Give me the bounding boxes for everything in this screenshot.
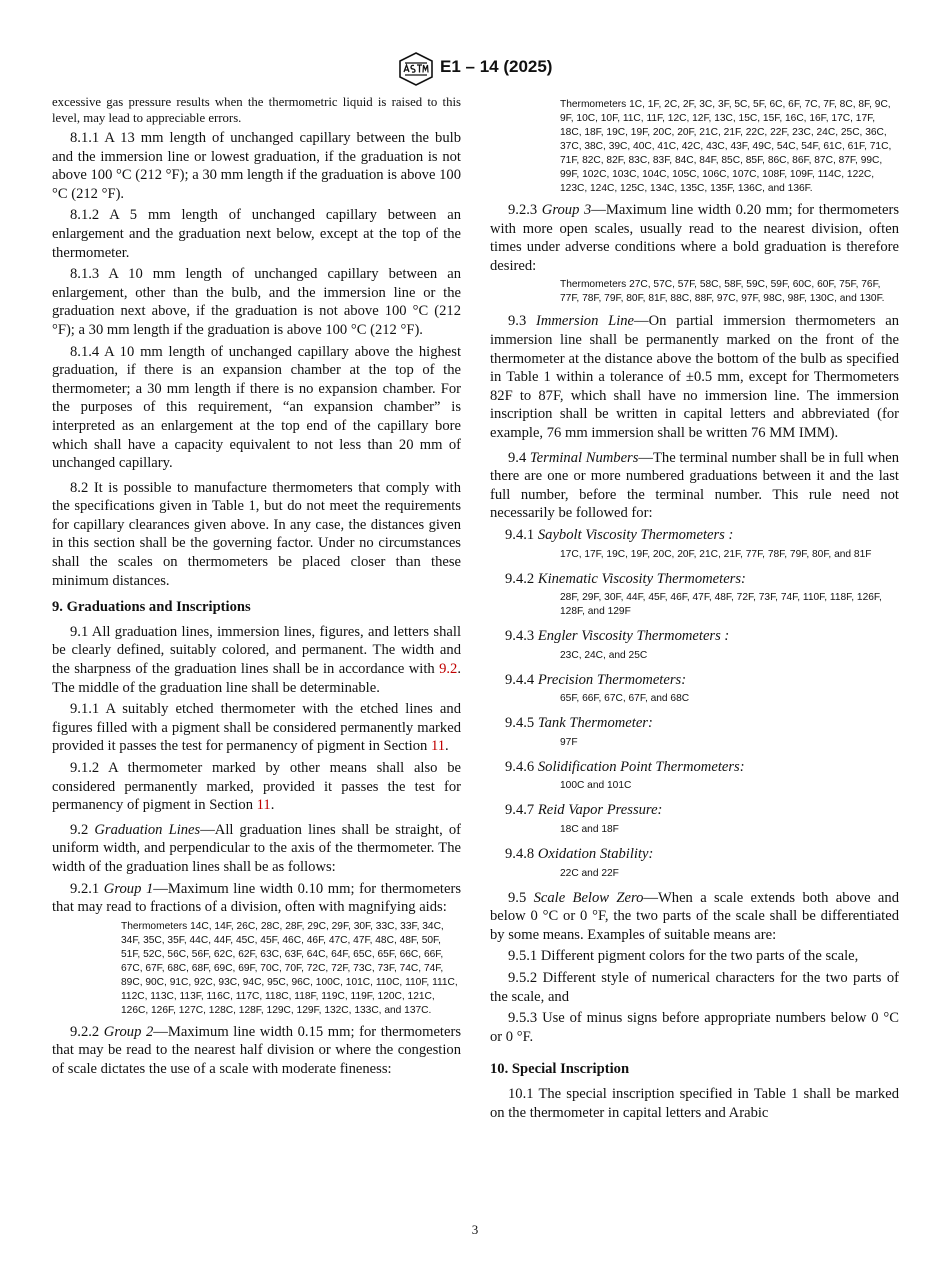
oxidation-thermometer-list: 22C and 22F (560, 867, 619, 879)
group-2-thermometer-list: Thermometers 1C, 1F, 2C, 2F, 3C, 3F, 5C, 5F, 6C, 6F, 7C, 7F, 8C, 8F, 9C, 9F, 10C, 10F, 11C, 11F, 12C, 12F, 13C, 15C, 15F, 16C, 16F, 17C, 17F, 18C, 18F, 19C, 19F, 20C, 20F, 21C, 21F, 22C, 22F, 23C, 24C, 25C, 36C, 37C, 38C, 39C, 40C, 41C, 42C, 43C, 43F, 49C, 54C, 54F, 61C, 61F, 71C, 71F, 82C, 82F, 83C, 83F, 84C, 84F, 85C, 85F, 86C, 86F, 87C, 87F, 99C, 99F, 102C, 103C, 104C, 105C, 106C, 107C, 108F, 109F, 114C, 122C, 123C, 124C, 125C, 134C, 135C, 135F, 136C, and 136F. (560, 99, 892, 194)
paragraph-8-2: 8.2 It is possible to manufacture thermometers that comply with the specifications given in Table 1, but do not meet the requirements for capillary clearances given above. In any case, the distances given in this section shall be the governing factor. Under no circumstances shall the scales on thermometers be placed closer than these minimum distances. (52, 479, 461, 589)
tank-thermometer-list: 97F (560, 736, 578, 748)
paragraph-8-1-2: 8.1.2 A 5 mm length of unchanged capillary between an enlargement and the graduation next below, except at the top of the thermometer. (52, 207, 461, 261)
right-column (490, 94, 899, 1125)
paragraph-9-1-1: 9.1.1 A suitably etched thermometer with the etched lines and figures filled with a pigment shall be considered permanently marked provided it passes the test for permanency of pigment in Section 11. (52, 701, 461, 755)
section-link-9-2[interactable]: 9.2 (439, 661, 458, 678)
paragraph-9-5-1: 9.5.1 Different pigment colors for the two parts of the scale, (508, 948, 859, 965)
subsection-9-4-5: 9.4.5 Tank Thermometer: (505, 715, 653, 732)
paragraph-8-1-1: 8.1.1 A 13 mm length of unchanged capillary between the bulb and the immersion line or lowest graduation, if the graduation is not above 100 °C (212 °F); a 30 mm length if the graduation is above 100 °C (212 °F). (52, 130, 461, 202)
subsection-9-4-7: 9.4.7 Reid Vapor Pressure: (505, 802, 663, 819)
engler-thermometer-list: 23C, 24C, and 25C (560, 649, 648, 661)
reid-vapor-thermometer-list: 18C and 18F (560, 824, 619, 836)
paragraph-9-3: 9.3 Immersion Line—On partial immersion thermometers an immersion line shall be permanently marked on the front of the thermometer at the distance above the bottom of the bulb as specified in Table 1 within a tolerance of ±0.5 mm, except for Thermometers 82F to 87F, which shall have no immersion line. The immersion inscription shall be written in capital letters and abbreviated (for example, 76 mm immersion shall be written 76 MM IMM). (490, 313, 899, 441)
paragraph-9-1: 9.1 All graduation lines, immersion lines, figures, and letters shall be clearly defined, suitably colored, and permanent. The width and the sharpness of the graduation lines shall be in accordance with 9.2. The middle of the graduation line shall be determinable. (52, 623, 461, 696)
group-1-thermometer-list: Thermometers 14C, 14F, 26C, 28C, 28F, 29C, 29F, 30F, 33C, 33F, 34C, 34F, 35C, 35F, 44C, 44F, 45C, 45F, 46C, 46F, 47C, 47F, 48C, 48F, 50F, 51F, 52C, 56C, 56F, 62C, 62F, 63C, 63F, 64C, 64F, 65C, 65F, 66C, 66F, 67C, 67F, 68C, 68F, 69C, 69F, 70C, 70F, 72C, 72F, 73C, 73F, 74C, 74F, 89C, 90C, 91C, 92C, 93C, 94C, 95C, 96C, 100C, 101C, 110C, 110F, 111C, 112C, 113C, 113F, 116C, 117C, 118C, 118F, 119C, 119F, 120C, 121C, 126C, 126F, 127C, 128C, 128F, 129C, 129F, 132C, 133C, and 137C. (121, 920, 458, 1016)
paragraph-9-1-2: 9.1.2 A thermometer marked by other means shall also be considered permanently marked, provided it passes the test for permanency of pigment in Section 11. (52, 760, 461, 814)
paragraph-9-2-3: 9.2.3 Group 3—Maximum line width 0.20 mm; for thermometers with more open scales, usually read to the nearest division, often times under adverse conditions where a bold graduation is therefore desired: (490, 202, 900, 274)
section-link-11[interactable]: 11 (430, 738, 446, 755)
paragraph-10-1: 10.1 The special inscription specified in Table 1 shall be marked on the thermometer in capital letters and Arabic (490, 1086, 899, 1121)
section-heading-10: 10. Special Inscription (490, 1061, 630, 1078)
paragraph-continued: excessive gas pressure results when the thermometric liquid is raised to this level, may lead to appreciable errors. (52, 95, 461, 125)
paragraph-9-5: 9.5 Scale Below Zero—When a scale extends both above and below 0 °C or 0 °F, the two parts of the scale shall be differentiated by some means. Examples of suitable means are: (490, 889, 900, 943)
precision-thermometer-list: 65F, 66F, 67C, 67F, and 68C (560, 693, 690, 705)
subsection-9-4-1: 9.4.1 Saybolt Viscosity Thermometers : (505, 526, 734, 543)
section-link-11[interactable]: 11 (256, 797, 271, 814)
subsection-9-4-8: 9.4.8 Oxidation Stability: (505, 846, 654, 863)
paragraph-8-1-3: 8.1.3 A 10 mm length of unchanged capillary between an enlargement, other than the bulb, and the immersion line or the graduation next above, if the graduation is not above 100 °C (212 °F); a 30 mm length if the graduation is above 100 °C (212 °F). (52, 266, 461, 338)
paragraph-9-2-2: 9.2.2 Group 2—Maximum line width 0.15 mm; for thermometers that may be read to the nearest half division or where the congestion of scale dictates the use of a scale with moderate fineness: (52, 1023, 462, 1077)
subsection-9-4-2: 9.4.2 Kinematic Viscosity Thermometers: (505, 570, 746, 587)
paragraph-9-5-2: 9.5.2 Different style of numerical characters for the two parts of the scale, and (490, 970, 899, 1005)
solidification-thermometer-list: 100C and 101C (560, 780, 632, 792)
subsection-9-4-4: 9.4.4 Precision Thermometers: (505, 671, 687, 688)
section-heading-9: 9. Graduations and Inscriptions (52, 599, 251, 616)
page-number: 3 (471, 1222, 479, 1237)
paragraph-9-5-3: 9.5.3 Use of minus signs before appropriate numbers below 0 °C or 0 °F. (490, 1010, 899, 1045)
page-header (0, 52, 950, 86)
paragraph-8-1-4: 8.1.4 A 10 mm length of unchanged capillary above the highest graduation, if there is an expansion chamber at the top of the thermometer; a 30 mm length if there is no expansion chamber. For the purposes of this requirement, “an expansion chamber” is interpreted as an enlargement at the top end of the capillary bore which shall have a capacity equivalent to not less than 20 mm of unchanged capillary. (52, 343, 461, 472)
subsection-9-4-6: 9.4.6 Solidification Point Thermometers: (505, 758, 745, 775)
paragraph-9-2: 9.2 Graduation Lines—All graduation lines shall be straight, of uniform width, and perpendicular to the axis of the thermometer. The width of the graduation lines shall be as follows: (52, 821, 461, 875)
paragraph-9-2-1: 9.2.1 Group 1—Maximum line width 0.10 mm; for thermometers that may read to fractions of a division, often with magnifying aids: (52, 880, 462, 916)
left-column (52, 94, 461, 1082)
saybolt-thermometer-list: 17C, 17F, 19C, 19F, 20C, 20F, 21C, 21F, 77F, 78F, 79F, 80F, and 81F (560, 548, 872, 560)
kinematic-thermometer-list: 28F, 29F, 30F, 44F, 45F, 46F, 47F, 48F, 72F, 73F, 74F, 110F, 118F, 126F, 128F, and 129F (560, 592, 882, 618)
document-designation: E1 – 14 (2025) (440, 57, 553, 76)
group-3-thermometer-list: Thermometers 27C, 57C, 57F, 58C, 58F, 59C, 59F, 60C, 60F, 75F, 76F, 77F, 78F, 79F, 80F, 81F, 88C, 88F, 97C, 97F, 98C, 98F, 130C, and 130F. (560, 279, 885, 305)
paragraph-9-4: 9.4 Terminal Numbers—The terminal number shall be in full when there are one or more numbered graduations between it and the last full number, before the terminal number. This rule need not necessarily be followed for: (490, 449, 900, 522)
astm-logo (398, 52, 434, 86)
subsection-9-4-3: 9.4.3 Engler Viscosity Thermometers : (505, 628, 730, 645)
